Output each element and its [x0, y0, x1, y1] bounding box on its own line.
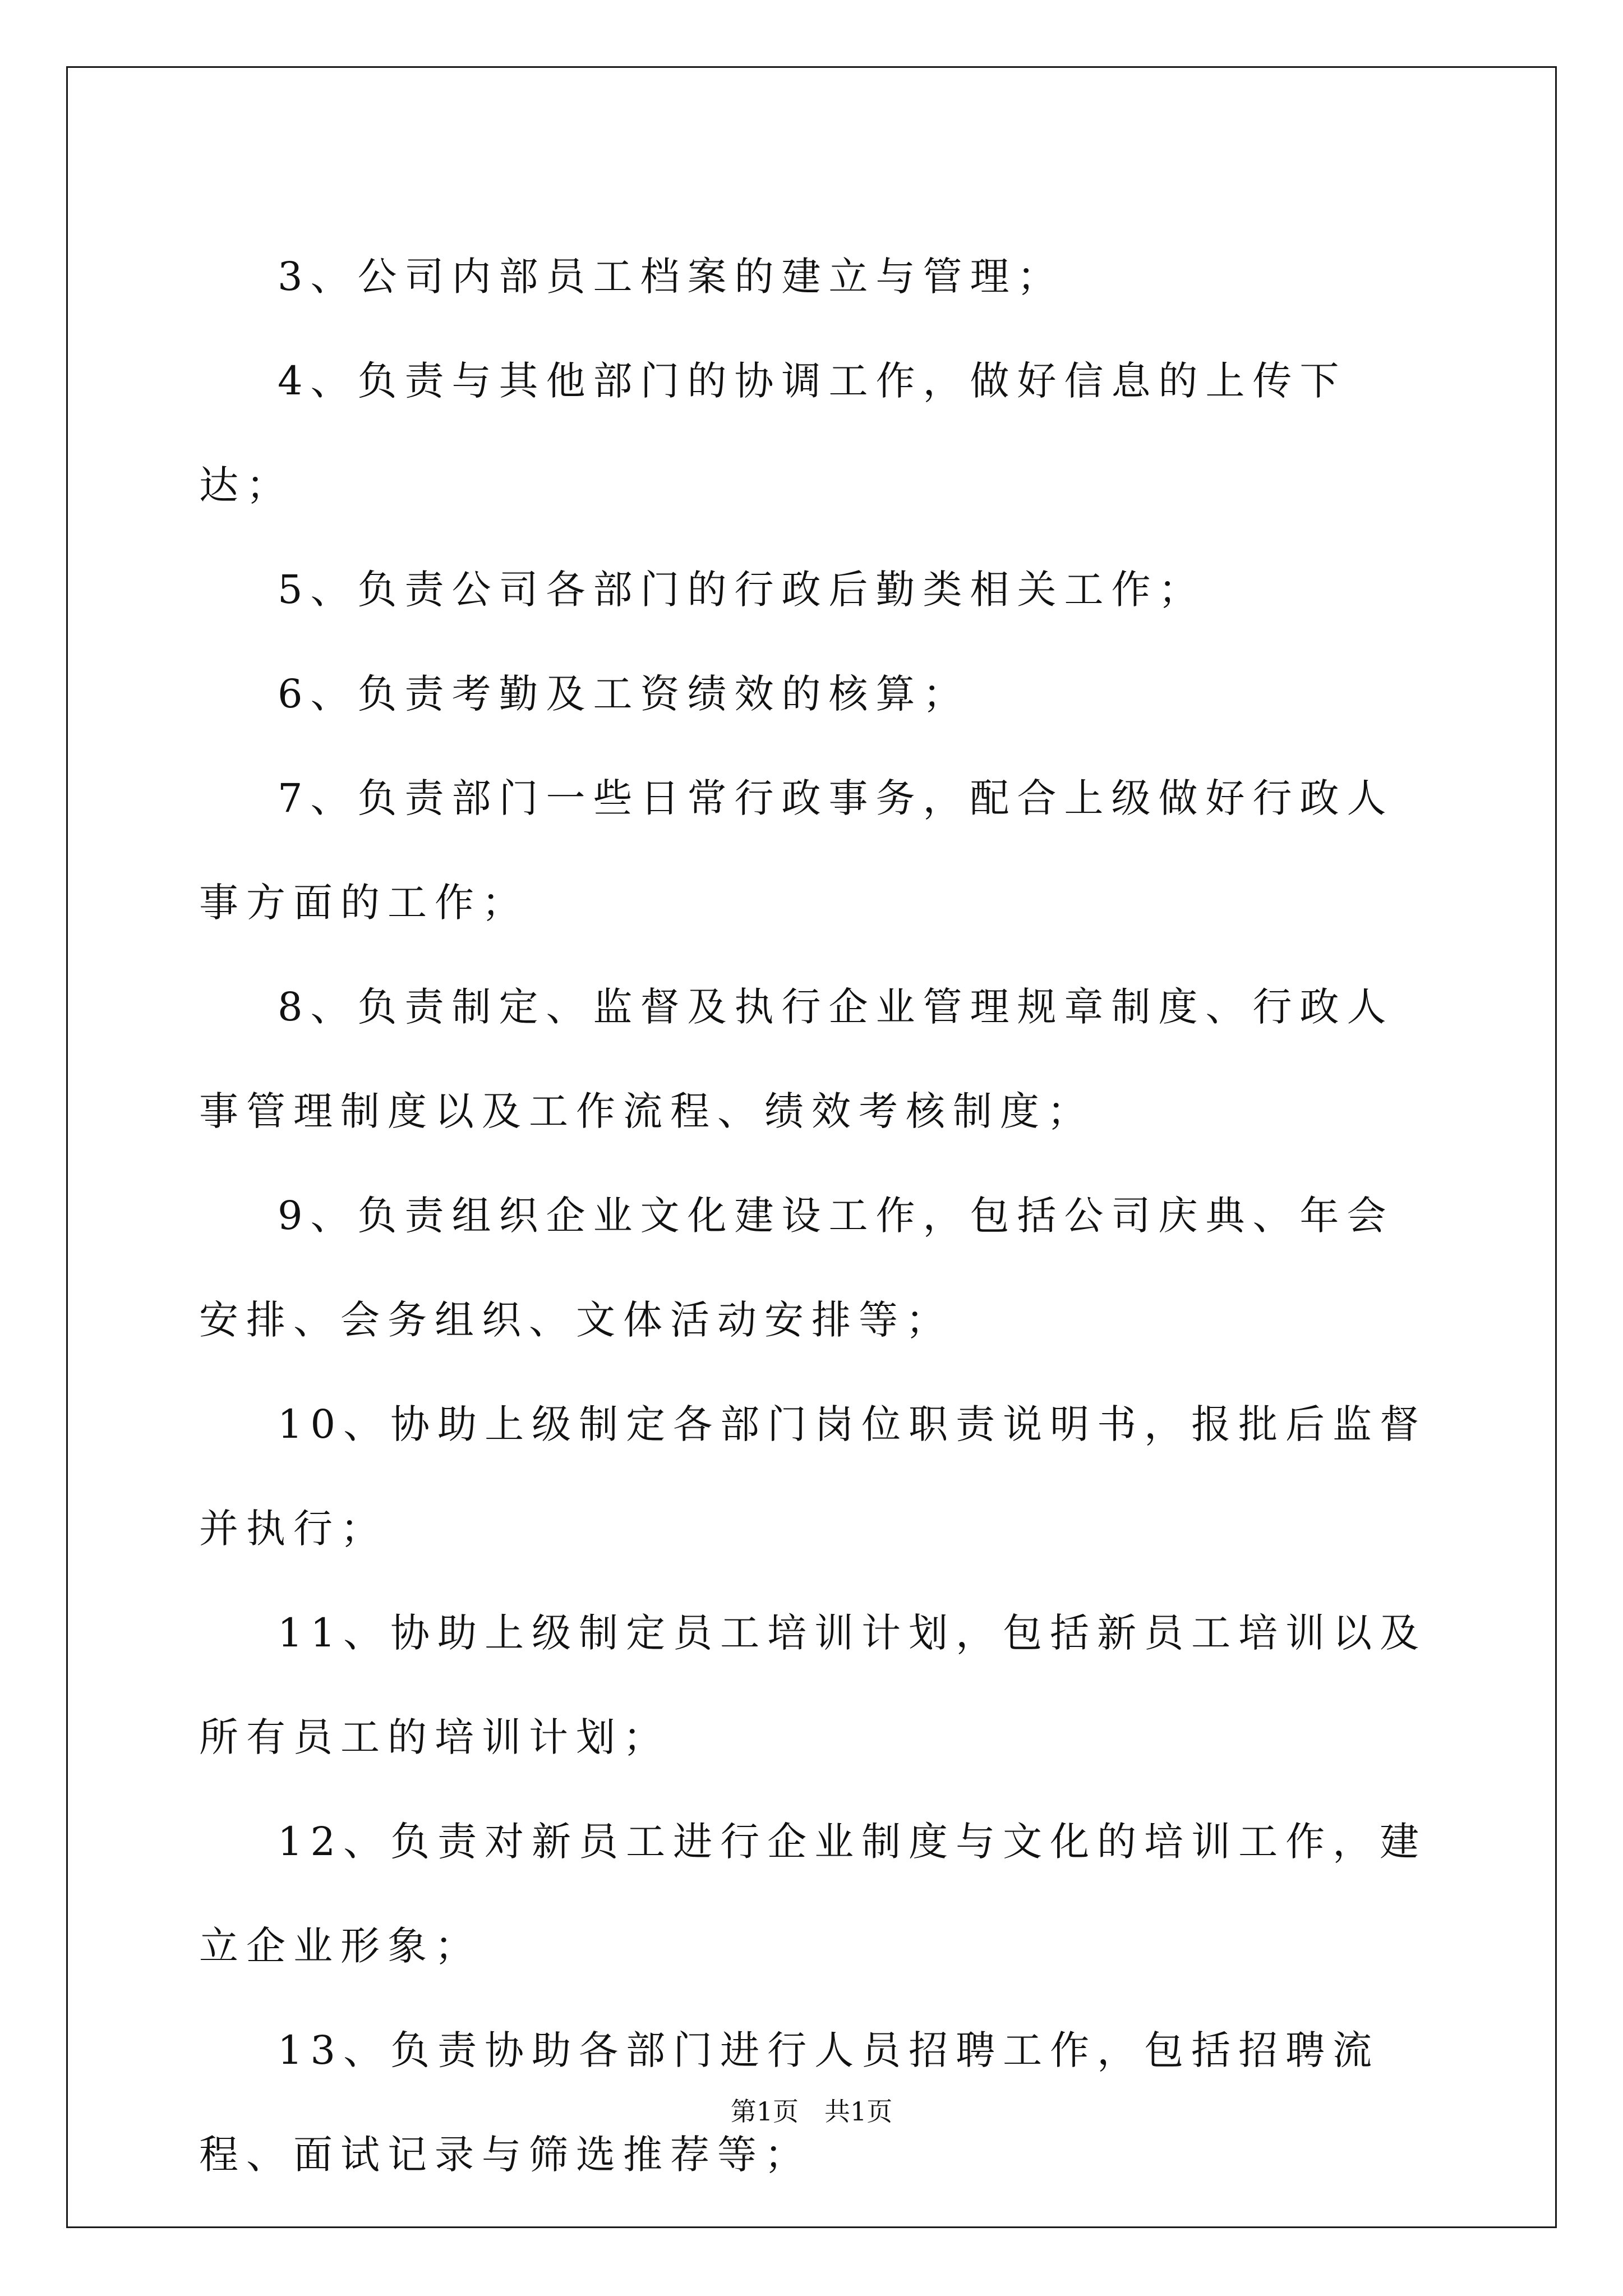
paragraph-4: 4、负责与其他部门的协调工作，做好信息的上传下达； [199, 358, 1347, 508]
paragraph-6: 6、负责考勤及工资绩效的核算； [278, 671, 970, 717]
page-footer [0, 2091, 1623, 2128]
page-number-total: 共1页 [824, 2096, 893, 2127]
paragraph-5: 5、负责公司各部门的行政后勤类相关工作； [278, 567, 1206, 613]
paragraph-3: 3、公司内部员工档案的建立与管理； [278, 254, 1064, 300]
paragraph-7: 7、负责部门一些日常行政事务，配合上级做好行政人事方面的工作； [199, 775, 1394, 926]
paragraph-8: 8、负责制定、监督及执行企业管理规章制度、行政人事管理制度以及工作流程、绩效考核制度； [199, 984, 1394, 1134]
document-body [199, 224, 1427, 2207]
paragraph-9: 9、负责组织企业文化建设工作，包括公司庆典、年会安排、会务组织、文体活动安排等； [199, 1193, 1394, 1343]
paragraph-10: 10、协助上级制定各部门岗位职责说明书，报批后监督并执行； [199, 1401, 1427, 1552]
paragraph-12: 12、负责对新员工进行企业制度与文化的培训工作，建立企业形象； [199, 1819, 1427, 1969]
page-number-current: 第1页 [730, 2096, 799, 2127]
paragraph-11: 11、协助上级制定员工培训计划，包括新员工培训以及所有员工的培训计划； [199, 1610, 1427, 1760]
paragraph-13: 13、负责协助各部门进行人员招聘工作，包括招聘流程、面试记录与筛选推荐等； [199, 2027, 1380, 2178]
